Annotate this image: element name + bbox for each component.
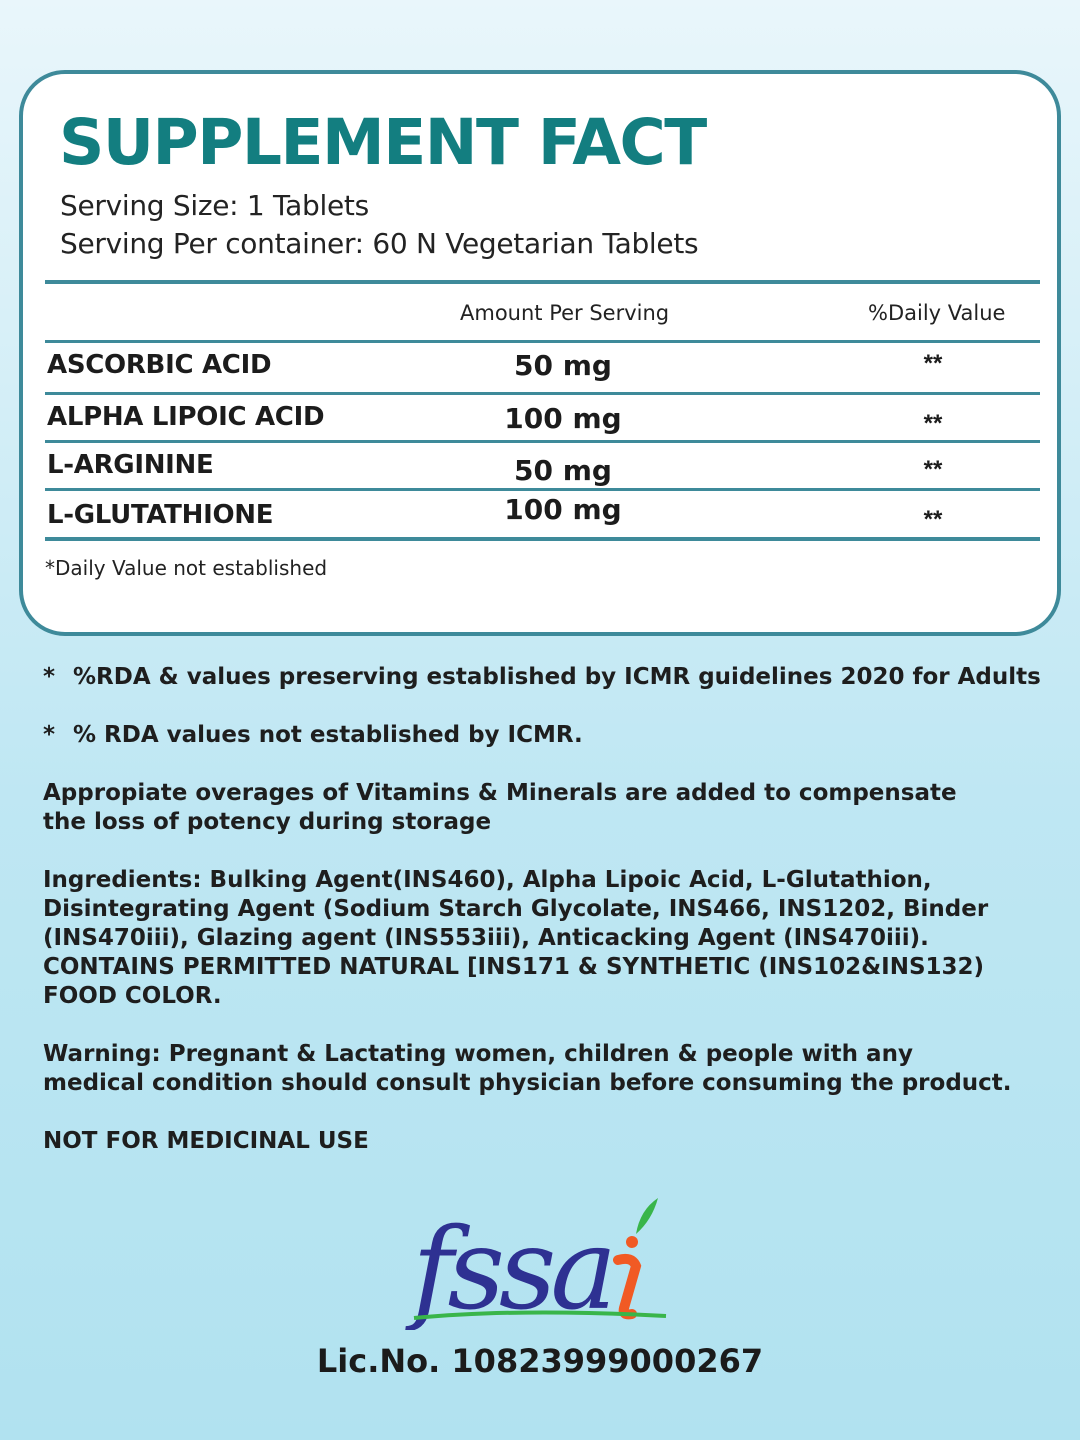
note-line: Bulking Agent(INS460), Alpha Lipoic Acid, L-Glutathion, [201,867,932,893]
divider [45,440,1040,443]
note-line: (INS470iii), Glazing agent (INS553iii), Anticacking Agent (INS470iii). [43,925,929,951]
divider [45,537,1040,541]
column-header-amount: Amount Per Serving [460,301,670,325]
note-line: the loss of potency during storage [43,809,492,835]
note-text: % RDA values not established by ICMR. [73,722,583,748]
row-daily-value: ** [923,456,943,483]
divider [45,340,1040,343]
serving-size: Serving Size: 1 Tablets [60,189,369,222]
divider [45,488,1040,491]
asterisk: * [43,664,56,690]
note-line: CONTAINS PERMITTED NATURAL [INS171 & SYNTHETIC (INS102&INS132) [43,954,985,980]
row-amount: 100 mg [504,493,622,526]
row-name: ALPHA LIPOIC ACID [47,402,325,432]
card-title: SUPPLEMENT FACT [59,106,706,179]
supplement-facts-card [19,70,1061,636]
note-line: medical condition should consult physician before consuming the product. [43,1070,1012,1096]
note-overages [43,779,957,837]
note-line: Warning: Pregnant & Lactating women, children & people with any [43,1041,913,1067]
row-name: L-ARGININE [47,450,214,480]
note-text: %RDA & values preserving established by ICMR guidelines 2020 for Adults [73,664,1041,690]
note-line: Disintegrating Agent (Sodium Starch Glycolate, INS466, INS1202, Binder [43,896,989,922]
daily-value-footnote: *Daily Value not established [45,556,328,580]
row-name: ASCORBIC ACID [47,350,272,380]
note-ingredients [43,866,988,1011]
fssai-logo [400,1190,680,1330]
row-amount: 50 mg [514,349,612,382]
serving-per-container: Serving Per container: 60 N Vegetarian Tablets [60,227,699,260]
divider [45,280,1040,284]
row-amount: 100 mg [504,402,622,435]
note-rda-icmr [43,663,1041,692]
svg-text:fssa: fssa [412,1205,612,1330]
row-daily-value: ** [923,350,943,377]
note-rda-not-established [43,721,583,750]
note-warning [43,1040,1012,1098]
note-line: Appropiate overages of Vitamins & Minerals are added to compensate [43,780,957,806]
license-number: Lic.No. 10823999000267 [316,1342,764,1380]
ingredients-label: Ingredients: [43,867,202,893]
column-header-daily-value: %Daily Value [868,301,1006,325]
divider [45,392,1040,395]
asterisk: * [43,722,56,748]
note-line: FOOD COLOR. [43,983,222,1009]
note-not-medicinal: NOT FOR MEDICINAL USE [43,1128,369,1154]
row-daily-value: ** [923,410,943,437]
row-daily-value: ** [923,506,943,533]
row-name: L-GLUTATHIONE [47,500,274,530]
row-amount: 50 mg [514,454,612,487]
